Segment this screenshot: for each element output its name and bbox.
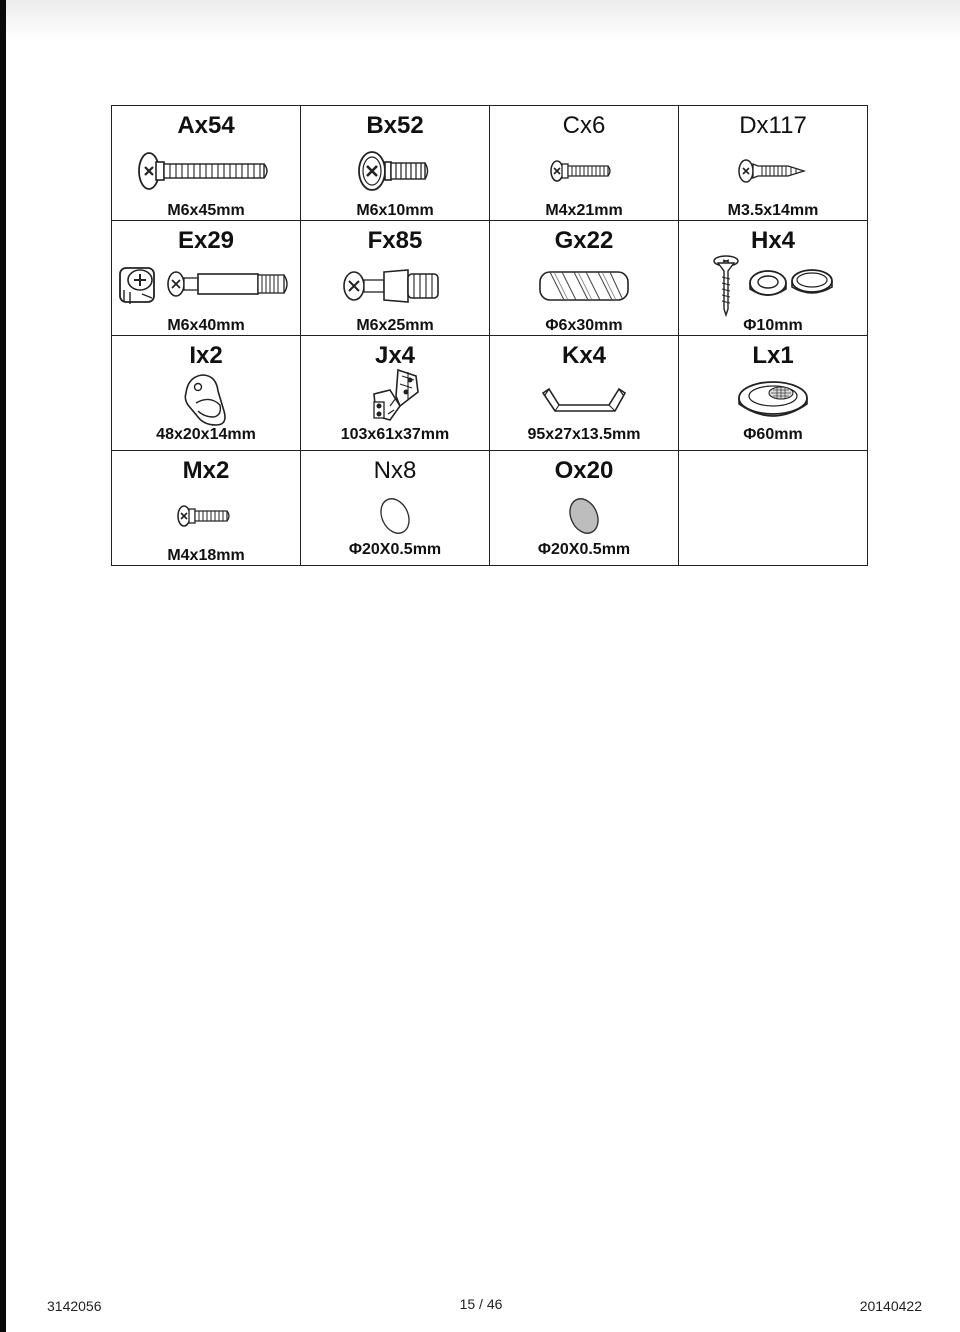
part-cell-i bbox=[112, 336, 301, 451]
part-code: Fx85 bbox=[367, 227, 423, 254]
table-row bbox=[112, 221, 868, 336]
small-screw-icon bbox=[176, 501, 236, 531]
part-cell-f bbox=[301, 221, 490, 336]
hinge-icon bbox=[360, 366, 430, 432]
part-code: Jx4 bbox=[374, 342, 416, 369]
part-code: Hx4 bbox=[750, 227, 796, 254]
part-size: M6x40mm bbox=[167, 317, 245, 334]
document-number: 3142056 bbox=[47, 1298, 102, 1314]
part-size: M6x10mm bbox=[356, 202, 434, 219]
part-code: Mx2 bbox=[182, 457, 230, 484]
part-size: M3.5x14mm bbox=[727, 202, 819, 219]
part-size: Φ6x30mm bbox=[545, 317, 623, 334]
part-cell-j bbox=[301, 336, 490, 451]
part-code: Kx4 bbox=[561, 342, 607, 369]
empty-cell bbox=[679, 451, 868, 566]
part-cell-n bbox=[301, 451, 490, 566]
grey-cover-cap-icon bbox=[564, 494, 604, 538]
cam-bolt-icon bbox=[340, 260, 450, 312]
part-cell-d bbox=[679, 106, 868, 221]
part-size: Φ60mm bbox=[743, 426, 803, 443]
part-code: Dx117 bbox=[739, 112, 807, 139]
part-cell-o bbox=[490, 451, 679, 566]
page-left-edge bbox=[0, 0, 6, 1332]
hardware-parts-table bbox=[111, 105, 868, 566]
white-cover-cap-icon bbox=[375, 494, 415, 538]
part-size: 95x27x13.5mm bbox=[527, 426, 641, 443]
handle-icon bbox=[539, 381, 629, 421]
page-number: 15 / 46 bbox=[459, 1296, 503, 1312]
part-size: Φ20X0.5mm bbox=[537, 541, 631, 558]
part-code: Bx52 bbox=[366, 112, 424, 139]
part-cell-a bbox=[112, 106, 301, 221]
part-code: Ix2 bbox=[189, 342, 223, 369]
part-code: Ex29 bbox=[177, 227, 235, 254]
wood-screw-icon bbox=[736, 156, 810, 186]
part-code: Ox20 bbox=[554, 457, 614, 484]
table-row bbox=[112, 336, 868, 451]
part-size: 48x20x14mm bbox=[156, 426, 256, 443]
part-code: Nx8 bbox=[373, 457, 417, 484]
part-cell-m bbox=[112, 451, 301, 566]
part-cell-c bbox=[490, 106, 679, 221]
part-size: Φ10mm bbox=[743, 317, 803, 334]
document-date: 20140422 bbox=[859, 1298, 922, 1314]
table-row bbox=[112, 106, 868, 221]
part-cell-k bbox=[490, 336, 679, 451]
part-cell-g bbox=[490, 221, 679, 336]
table-row bbox=[112, 451, 868, 566]
part-size: 103x61x37mm bbox=[340, 426, 450, 443]
part-code: Lx1 bbox=[752, 342, 794, 369]
part-size: M6x25mm bbox=[356, 317, 434, 334]
wooden-dowel-icon bbox=[534, 266, 634, 306]
short-screw-icon bbox=[355, 149, 435, 193]
part-cell-b bbox=[301, 106, 490, 221]
part-size: M4x18mm bbox=[167, 547, 245, 564]
part-code: Cx6 bbox=[562, 112, 606, 139]
part-code: Gx22 bbox=[554, 227, 614, 254]
page-top-shade bbox=[0, 0, 960, 40]
rail-support-icon bbox=[176, 371, 236, 431]
part-cell-l bbox=[679, 336, 868, 451]
part-code: Ax54 bbox=[177, 112, 235, 139]
cam-lock-bolt-icon bbox=[116, 260, 296, 312]
cable-grommet-icon bbox=[733, 376, 813, 426]
part-cell-h bbox=[679, 221, 868, 336]
screw-cup-washer-icon bbox=[708, 253, 838, 319]
part-size: M6x45mm bbox=[167, 202, 245, 219]
long-screw-icon bbox=[136, 149, 276, 193]
part-size: M4x21mm bbox=[545, 202, 623, 219]
small-screw-icon bbox=[549, 156, 619, 186]
part-size: Φ20X0.5mm bbox=[348, 541, 442, 558]
part-cell-e bbox=[112, 221, 301, 336]
